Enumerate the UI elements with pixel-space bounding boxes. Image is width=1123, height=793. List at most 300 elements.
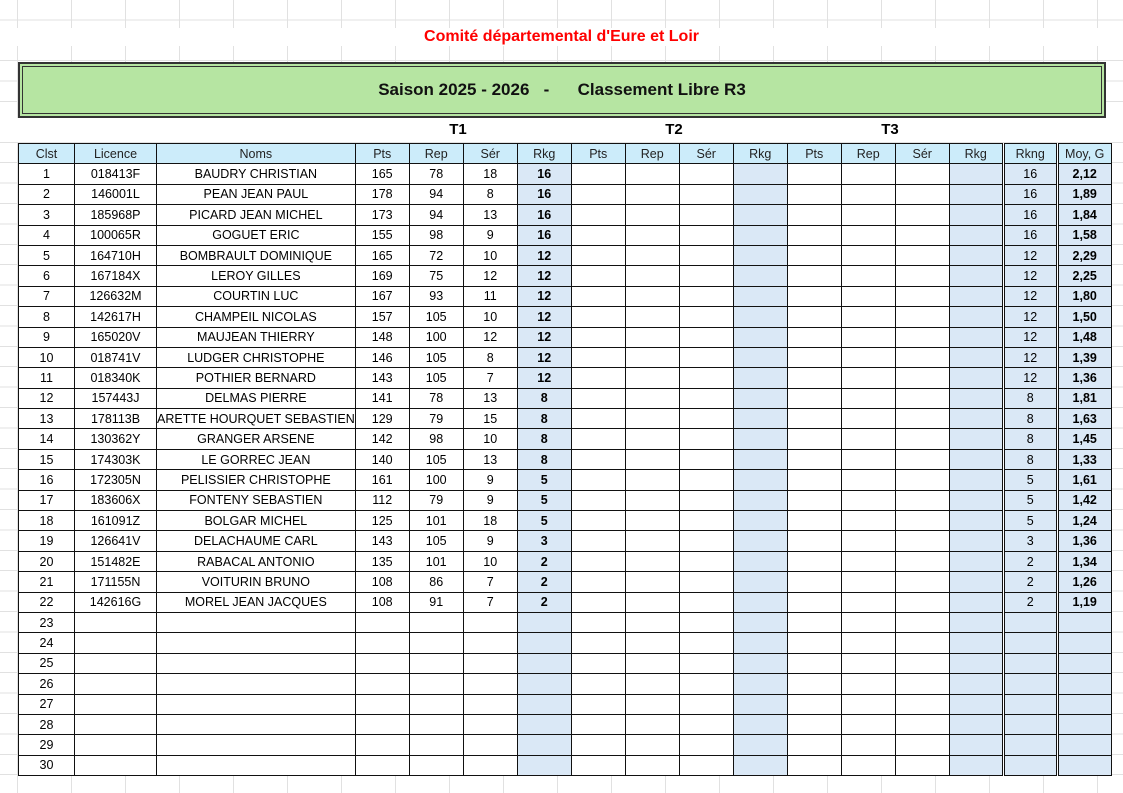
t1-ser-cell[interactable]: 12 [463,266,517,286]
t3-rkg-cell[interactable] [949,409,1003,429]
t1-rkg-cell[interactable]: 12 [517,327,571,347]
t3-rkg-cell[interactable] [949,470,1003,490]
clst-cell[interactable]: 13 [19,409,75,429]
name-cell[interactable]: BAUDRY CHRISTIAN [157,164,356,184]
clst-cell[interactable]: 26 [19,674,75,694]
t3-rkg-cell[interactable] [949,286,1003,306]
t2-rkg-cell[interactable] [733,470,787,490]
licence-cell[interactable]: 185968P [75,205,157,225]
t3-pts-cell[interactable] [787,327,841,347]
t2-rkg-cell[interactable] [733,245,787,265]
t2-ser-cell[interactable] [679,531,733,551]
t2-rep-cell[interactable] [625,470,679,490]
t1-pts-cell[interactable]: 112 [355,490,409,510]
clst-cell[interactable]: 9 [19,327,75,347]
t3-rkg-cell[interactable] [949,531,1003,551]
t1-ser-cell[interactable] [463,612,517,632]
t2-rep-cell[interactable] [625,633,679,653]
t1-rkg-cell[interactable]: 5 [517,470,571,490]
t1-ser-cell[interactable]: 7 [463,368,517,388]
t1-rkg-cell[interactable] [517,612,571,632]
t2-rkg-cell[interactable] [733,409,787,429]
t1-ser-cell[interactable]: 10 [463,245,517,265]
licence-cell[interactable]: 172305N [75,470,157,490]
t2-pts-cell[interactable] [571,449,625,469]
moy-cell[interactable] [1057,633,1111,653]
t1-rep-cell[interactable]: 78 [409,388,463,408]
t2-pts-cell[interactable] [571,531,625,551]
t3-ser-cell[interactable] [895,633,949,653]
clst-cell[interactable]: 12 [19,388,75,408]
t3-rep-cell[interactable] [841,633,895,653]
t2-rep-cell[interactable] [625,347,679,367]
t2-ser-cell[interactable] [679,470,733,490]
t3-rep-cell[interactable] [841,266,895,286]
t1-pts-cell[interactable]: 108 [355,592,409,612]
t1-ser-cell[interactable]: 13 [463,205,517,225]
licence-cell[interactable]: 157443J [75,388,157,408]
t2-pts-cell[interactable] [571,612,625,632]
t1-ser-cell[interactable]: 9 [463,531,517,551]
rkng-cell[interactable]: 12 [1003,286,1057,306]
t3-rep-cell[interactable] [841,327,895,347]
t2-ser-cell[interactable] [679,164,733,184]
t3-rkg-cell[interactable] [949,755,1003,775]
rkng-cell[interactable]: 8 [1003,409,1057,429]
licence-cell[interactable]: 151482E [75,551,157,571]
t3-ser-cell[interactable] [895,184,949,204]
rkng-cell[interactable] [1003,735,1057,755]
t2-rkg-cell[interactable] [733,164,787,184]
t1-ser-cell[interactable] [463,755,517,775]
t3-ser-cell[interactable] [895,490,949,510]
t3-ser-cell[interactable] [895,347,949,367]
rkng-cell[interactable] [1003,714,1057,734]
moy-cell[interactable]: 1,61 [1057,470,1111,490]
t3-pts-cell[interactable] [787,470,841,490]
licence-cell[interactable]: 018741V [75,347,157,367]
t2-rkg-cell[interactable] [733,511,787,531]
t3-ser-cell[interactable] [895,286,949,306]
t3-ser-cell[interactable] [895,470,949,490]
t3-pts-cell[interactable] [787,286,841,306]
licence-cell[interactable]: 100065R [75,225,157,245]
licence-cell[interactable]: 161091Z [75,511,157,531]
rkng-cell[interactable]: 5 [1003,511,1057,531]
name-cell[interactable] [157,735,356,755]
t1-rep-cell[interactable]: 105 [409,449,463,469]
name-cell[interactable]: COURTIN LUC [157,286,356,306]
t2-pts-cell[interactable] [571,633,625,653]
t2-pts-cell[interactable] [571,164,625,184]
name-cell[interactable] [157,755,356,775]
t1-rkg-cell[interactable]: 2 [517,551,571,571]
t3-rep-cell[interactable] [841,205,895,225]
t2-rep-cell[interactable] [625,205,679,225]
name-cell[interactable]: LE GORREC JEAN [157,449,356,469]
t3-rep-cell[interactable] [841,694,895,714]
t1-ser-cell[interactable]: 7 [463,572,517,592]
name-cell[interactable] [157,612,356,632]
t3-ser-cell[interactable] [895,449,949,469]
licence-cell[interactable]: 183606X [75,490,157,510]
name-cell[interactable]: PICARD JEAN MICHEL [157,205,356,225]
rkng-cell[interactable]: 2 [1003,592,1057,612]
t2-rep-cell[interactable] [625,551,679,571]
t2-rkg-cell[interactable] [733,694,787,714]
moy-cell[interactable]: 1,26 [1057,572,1111,592]
t3-pts-cell[interactable] [787,245,841,265]
t3-ser-cell[interactable] [895,674,949,694]
t2-pts-cell[interactable] [571,286,625,306]
clst-cell[interactable]: 21 [19,572,75,592]
rkng-cell[interactable] [1003,653,1057,673]
clst-cell[interactable]: 25 [19,653,75,673]
t3-rkg-cell[interactable] [949,694,1003,714]
t2-ser-cell[interactable] [679,714,733,734]
t2-pts-cell[interactable] [571,205,625,225]
t3-ser-cell[interactable] [895,368,949,388]
rkng-cell[interactable]: 12 [1003,368,1057,388]
t1-pts-cell[interactable]: 143 [355,368,409,388]
licence-cell[interactable]: 167184X [75,266,157,286]
t1-rep-cell[interactable] [409,674,463,694]
rkng-cell[interactable]: 2 [1003,551,1057,571]
moy-cell[interactable]: 1,39 [1057,347,1111,367]
t1-rep-cell[interactable] [409,633,463,653]
moy-cell[interactable]: 1,63 [1057,409,1111,429]
t1-rep-cell[interactable]: 79 [409,490,463,510]
moy-cell[interactable] [1057,653,1111,673]
t1-rkg-cell[interactable]: 3 [517,531,571,551]
t3-pts-cell[interactable] [787,409,841,429]
t2-rep-cell[interactable] [625,327,679,347]
t1-ser-cell[interactable]: 9 [463,490,517,510]
t3-pts-cell[interactable] [787,612,841,632]
t3-pts-cell[interactable] [787,531,841,551]
t1-rkg-cell[interactable]: 12 [517,347,571,367]
t3-pts-cell[interactable] [787,592,841,612]
clst-cell[interactable]: 3 [19,205,75,225]
t3-pts-cell[interactable] [787,755,841,775]
rkng-cell[interactable]: 2 [1003,572,1057,592]
t2-rep-cell[interactable] [625,429,679,449]
t2-rep-cell[interactable] [625,511,679,531]
t3-rkg-cell[interactable] [949,490,1003,510]
clst-cell[interactable]: 5 [19,245,75,265]
rkng-cell[interactable]: 12 [1003,266,1057,286]
t3-ser-cell[interactable] [895,266,949,286]
t1-rep-cell[interactable] [409,755,463,775]
name-cell[interactable]: RABACAL ANTONIO [157,551,356,571]
licence-cell[interactable]: 142616G [75,592,157,612]
t2-rep-cell[interactable] [625,388,679,408]
licence-cell[interactable]: 165020V [75,327,157,347]
t1-ser-cell[interactable]: 9 [463,225,517,245]
t1-rep-cell[interactable]: 100 [409,327,463,347]
licence-cell[interactable]: 164710H [75,245,157,265]
t1-rep-cell[interactable]: 93 [409,286,463,306]
t3-pts-cell[interactable] [787,511,841,531]
t1-pts-cell[interactable] [355,653,409,673]
licence-cell[interactable] [75,633,157,653]
t3-ser-cell[interactable] [895,205,949,225]
licence-cell[interactable] [75,674,157,694]
rkng-cell[interactable] [1003,755,1057,775]
t3-ser-cell[interactable] [895,531,949,551]
licence-cell[interactable]: 142617H [75,307,157,327]
rkng-cell[interactable]: 12 [1003,327,1057,347]
t3-rkg-cell[interactable] [949,714,1003,734]
t1-pts-cell[interactable] [355,612,409,632]
t1-rkg-cell[interactable]: 12 [517,266,571,286]
t1-rkg-cell[interactable]: 5 [517,511,571,531]
t3-pts-cell[interactable] [787,490,841,510]
licence-cell[interactable] [75,735,157,755]
t2-ser-cell[interactable] [679,653,733,673]
t3-pts-cell[interactable] [787,205,841,225]
t3-rep-cell[interactable] [841,368,895,388]
t2-ser-cell[interactable] [679,592,733,612]
t2-ser-cell[interactable] [679,735,733,755]
t2-pts-cell[interactable] [571,551,625,571]
t1-rep-cell[interactable]: 94 [409,184,463,204]
t3-rep-cell[interactable] [841,470,895,490]
t1-rep-cell[interactable]: 79 [409,409,463,429]
t3-ser-cell[interactable] [895,388,949,408]
t3-rep-cell[interactable] [841,307,895,327]
t1-ser-cell[interactable]: 15 [463,409,517,429]
t1-ser-cell[interactable]: 9 [463,470,517,490]
moy-cell[interactable]: 1,58 [1057,225,1111,245]
t3-pts-cell[interactable] [787,674,841,694]
t3-pts-cell[interactable] [787,307,841,327]
t3-rep-cell[interactable] [841,612,895,632]
t2-rkg-cell[interactable] [733,429,787,449]
t2-rkg-cell[interactable] [733,653,787,673]
clst-cell[interactable]: 22 [19,592,75,612]
t2-rep-cell[interactable] [625,592,679,612]
t3-rkg-cell[interactable] [949,429,1003,449]
t2-rep-cell[interactable] [625,307,679,327]
t3-ser-cell[interactable] [895,225,949,245]
t2-pts-cell[interactable] [571,735,625,755]
clst-cell[interactable]: 29 [19,735,75,755]
t2-ser-cell[interactable] [679,490,733,510]
t3-ser-cell[interactable] [895,245,949,265]
t1-pts-cell[interactable]: 125 [355,511,409,531]
t3-pts-cell[interactable] [787,735,841,755]
t3-rkg-cell[interactable] [949,551,1003,571]
t1-pts-cell[interactable]: 165 [355,245,409,265]
t1-pts-cell[interactable] [355,633,409,653]
t1-rep-cell[interactable]: 101 [409,551,463,571]
t2-rkg-cell[interactable] [733,449,787,469]
t1-ser-cell[interactable]: 7 [463,592,517,612]
t2-rep-cell[interactable] [625,164,679,184]
t1-rkg-cell[interactable]: 12 [517,286,571,306]
t2-ser-cell[interactable] [679,327,733,347]
t2-ser-cell[interactable] [679,245,733,265]
t1-rkg-cell[interactable]: 12 [517,368,571,388]
t3-rep-cell[interactable] [841,409,895,429]
moy-cell[interactable] [1057,755,1111,775]
t1-pts-cell[interactable]: 135 [355,551,409,571]
t1-rep-cell[interactable]: 105 [409,347,463,367]
t3-ser-cell[interactable] [895,612,949,632]
licence-cell[interactable]: 018340K [75,368,157,388]
t1-pts-cell[interactable]: 143 [355,531,409,551]
clst-cell[interactable]: 27 [19,694,75,714]
t2-rkg-cell[interactable] [733,592,787,612]
t1-pts-cell[interactable] [355,714,409,734]
t2-ser-cell[interactable] [679,755,733,775]
t1-rkg-cell[interactable] [517,653,571,673]
t3-rep-cell[interactable] [841,388,895,408]
t1-ser-cell[interactable] [463,735,517,755]
clst-cell[interactable]: 28 [19,714,75,734]
rkng-cell[interactable] [1003,694,1057,714]
t1-pts-cell[interactable]: 157 [355,307,409,327]
t2-rkg-cell[interactable] [733,735,787,755]
t3-rkg-cell[interactable] [949,735,1003,755]
t3-pts-cell[interactable] [787,266,841,286]
t1-pts-cell[interactable]: 155 [355,225,409,245]
t2-rep-cell[interactable] [625,674,679,694]
t3-rkg-cell[interactable] [949,653,1003,673]
t2-ser-cell[interactable] [679,449,733,469]
rkng-cell[interactable]: 12 [1003,307,1057,327]
t2-rep-cell[interactable] [625,653,679,673]
rkng-cell[interactable] [1003,674,1057,694]
clst-cell[interactable]: 16 [19,470,75,490]
clst-cell[interactable]: 17 [19,490,75,510]
moy-cell[interactable]: 1,48 [1057,327,1111,347]
t3-pts-cell[interactable] [787,164,841,184]
t1-pts-cell[interactable] [355,735,409,755]
name-cell[interactable]: DELACHAUME CARL [157,531,356,551]
t3-rkg-cell[interactable] [949,307,1003,327]
licence-cell[interactable]: 018413F [75,164,157,184]
t3-pts-cell[interactable] [787,572,841,592]
t3-rkg-cell[interactable] [949,205,1003,225]
t2-ser-cell[interactable] [679,551,733,571]
t2-pts-cell[interactable] [571,307,625,327]
clst-cell[interactable]: 1 [19,164,75,184]
t2-ser-cell[interactable] [679,184,733,204]
name-cell[interactable]: CHAMPEIL NICOLAS [157,307,356,327]
clst-cell[interactable]: 30 [19,755,75,775]
t3-rkg-cell[interactable] [949,388,1003,408]
t1-pts-cell[interactable]: 165 [355,164,409,184]
moy-cell[interactable]: 1,34 [1057,551,1111,571]
t3-rkg-cell[interactable] [949,184,1003,204]
licence-cell[interactable]: 146001L [75,184,157,204]
t3-rkg-cell[interactable] [949,368,1003,388]
t2-ser-cell[interactable] [679,347,733,367]
t1-ser-cell[interactable]: 12 [463,327,517,347]
moy-cell[interactable]: 1,36 [1057,368,1111,388]
t1-rkg-cell[interactable]: 8 [517,429,571,449]
licence-cell[interactable] [75,612,157,632]
t3-rkg-cell[interactable] [949,633,1003,653]
t2-pts-cell[interactable] [571,572,625,592]
t1-ser-cell[interactable]: 18 [463,511,517,531]
t2-rkg-cell[interactable] [733,490,787,510]
clst-cell[interactable]: 10 [19,347,75,367]
t3-pts-cell[interactable] [787,429,841,449]
t3-rep-cell[interactable] [841,225,895,245]
name-cell[interactable]: LEROY GILLES [157,266,356,286]
t2-rkg-cell[interactable] [733,714,787,734]
t1-rep-cell[interactable]: 100 [409,470,463,490]
moy-cell[interactable]: 1,45 [1057,429,1111,449]
t2-rkg-cell[interactable] [733,286,787,306]
t1-ser-cell[interactable]: 18 [463,164,517,184]
licence-cell[interactable]: 126632M [75,286,157,306]
t1-rkg-cell[interactable]: 2 [517,572,571,592]
t1-pts-cell[interactable]: 140 [355,449,409,469]
t2-rep-cell[interactable] [625,368,679,388]
t3-rep-cell[interactable] [841,164,895,184]
t1-rep-cell[interactable] [409,735,463,755]
t3-rkg-cell[interactable] [949,449,1003,469]
moy-cell[interactable]: 1,81 [1057,388,1111,408]
t1-rep-cell[interactable]: 75 [409,266,463,286]
moy-cell[interactable]: 1,50 [1057,307,1111,327]
t2-pts-cell[interactable] [571,409,625,429]
t2-ser-cell[interactable] [679,388,733,408]
t3-rep-cell[interactable] [841,674,895,694]
clst-cell[interactable]: 18 [19,511,75,531]
t3-pts-cell[interactable] [787,368,841,388]
t1-ser-cell[interactable]: 13 [463,388,517,408]
name-cell[interactable]: VOITURIN BRUNO [157,572,356,592]
t2-rkg-cell[interactable] [733,205,787,225]
t3-rep-cell[interactable] [841,714,895,734]
t1-rkg-cell[interactable] [517,694,571,714]
name-cell[interactable]: BOLGAR MICHEL [157,511,356,531]
clst-cell[interactable]: 8 [19,307,75,327]
t2-rkg-cell[interactable] [733,633,787,653]
t3-ser-cell[interactable] [895,653,949,673]
t2-rkg-cell[interactable] [733,612,787,632]
t1-rkg-cell[interactable]: 5 [517,490,571,510]
t1-pts-cell[interactable] [355,755,409,775]
rkng-cell[interactable]: 16 [1003,205,1057,225]
t3-rkg-cell[interactable] [949,511,1003,531]
moy-cell[interactable]: 1,42 [1057,490,1111,510]
t2-rkg-cell[interactable] [733,184,787,204]
licence-cell[interactable]: 174303K [75,449,157,469]
t2-rkg-cell[interactable] [733,266,787,286]
moy-cell[interactable]: 1,36 [1057,531,1111,551]
moy-cell[interactable]: 2,25 [1057,266,1111,286]
t2-ser-cell[interactable] [679,225,733,245]
clst-cell[interactable]: 7 [19,286,75,306]
rkng-cell[interactable]: 8 [1003,429,1057,449]
t1-rkg-cell[interactable]: 12 [517,245,571,265]
t3-rkg-cell[interactable] [949,266,1003,286]
t2-pts-cell[interactable] [571,674,625,694]
t2-rkg-cell[interactable] [733,388,787,408]
t2-rep-cell[interactable] [625,184,679,204]
t3-ser-cell[interactable] [895,429,949,449]
t2-rep-cell[interactable] [625,714,679,734]
clst-cell[interactable]: 24 [19,633,75,653]
t2-pts-cell[interactable] [571,266,625,286]
t1-rkg-cell[interactable]: 8 [517,388,571,408]
